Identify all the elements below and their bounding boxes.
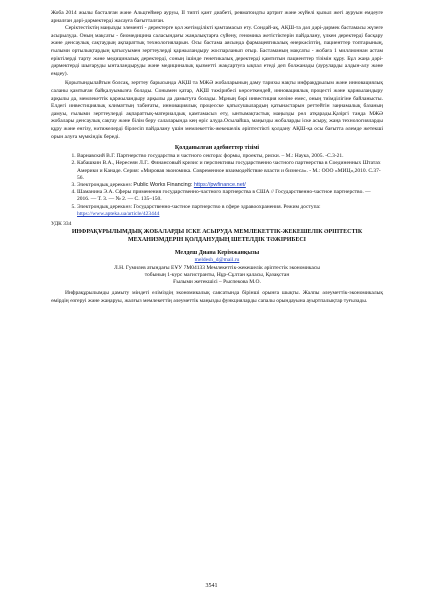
udk-code: УДК 334 bbox=[51, 220, 72, 227]
affiliation-line: тобының 1-курс магистранты, Нұр-Сұлтан қаласы, Қазақстан bbox=[144, 271, 290, 278]
affiliation-line: Л.Н. Гумилев атындағы ЕҰУ 7М04133 Мемлекеттік-жекешелік әріптестік экономикасы bbox=[114, 264, 320, 271]
paragraph-article-intro: Инфрақұрылымды дамыту міндеті еліміздің экономикалық саясатында бірінші орынға шықты. Жалпы әлеуметтік-экономикалық өмірдің өзгеруі және жаңаруы, жалғыз мемлекеттің әлеуметтік маңызды функцияларды сапалы орындауына ауыртпалықтар туғызады. bbox=[51, 290, 383, 304]
reference-link-pwfinance[interactable]: https://pwfinance.net/ bbox=[193, 181, 246, 188]
paragraph-partnership: Серіктестіктің маңызды элементі - деректерге қол жетімділікті қамтамасыз ету. Сондай-ақ, АҚШ-та дәл дәрі-дәрмек бастамасы жүзеге асырылуда. Оның мақсаты - биомедицина салаcындағы жаңалықтарға сүйену, геномика жетістіктерін пайдалану, үлкен деректерді басқару және денсаулық сақтаудың ақпараттық технологияларын. Осы бастама аясында фармацевтикалық өнеркәсіптің, пациенттер топтарының, ғылыми ортылықтардың қатысуымен зерттеулерді қаржыландыру жоспарланып отыр. Бастаманың мақсаты - жобаға 1 миллионнан астам еріктілерді тарту және медициналық деректерді, соның ішінде генетикалық деректерді қамтитын пациенттер тізімін құру. Бұл жаңа дәрі-дәрмектерді шығаруды ынталандыруды және медициналық қызметті жақсартуға ықпал етеді деп болжанады (ауруларды алдын-алу және емдеу). bbox=[51, 25, 383, 77]
references-title: Қолданылған әдебиеттер тізімі bbox=[174, 145, 260, 152]
reference-item: 5. Электрондық дереккөз: Государственно-частное партнерство в сфере здравоохранения. Режим доступа: https://www.apteka.ua/article/423444 bbox=[77, 204, 383, 218]
references-list bbox=[51, 153, 383, 218]
reference-item: 4. Шаманина Э.А. Сферы применения государственно-частного партнерства в США // Государственно-частное партнерство. — 2016. — Т. 3. — № 2. — С. 135–150. bbox=[77, 189, 383, 203]
author-email-link[interactable]: meldesh_d@mail.ru bbox=[194, 257, 240, 264]
paragraph-conclusion: Қорытындылайтын болсақ, зерттеу барысында АҚШ та МЖӘ жобаларының даму тарихы нақты инфрақұрылым және инновациялық саланы қамтыған байқалуымызға болады. Сонымен қатар, АҚШ тәжірибесі көрсеткендей, инновациялық процесті және қаржыландыру арқылы да, мемлекеттік қаржыландыру арқылы да дамытуға болады. Мұның бәрі инвестиция көзіне емес, оның тиімділігіне байланысты. Елдегі инвестициялық климаттың табиғаты, инновациялық процесске қатысушылардың қатынастарын реттейтін заңнамалық базаның дамуы, ғылыми зерттеулерді ақпараттық-материалдық қамтамасыз ету, ынтымақтастық маңызды рөл атқарады.Қазіргі таңда МЖӘ жобалары денсаулық сақтау және білім беру салаларында кең өріс алуда.Осылайша, маңызды жобаларды іске асыру, жаңа технологияларды құру және енгізу, нәтижелерді бірлесіп пайдалану үшін мемлекеттік-жекешелік әріптестікті қолдану АҚШ-қа осы бағытта әлемде жетекші орын алуға мүмкіндік береді. bbox=[51, 80, 383, 140]
paragraph-project-intro: Жоба 2014 жылы басталған және Альцгеймер ауруы, II типті қант диабеті, ревматоидты артрит және жүйелі қызыл жегі ауруын емдеуге арналған дәрі-дәрмектерді жасауға бағытталған. bbox=[51, 10, 383, 24]
article-title: ИНФРАҚҰРЫЛЫМДЫҚ ЖОБАЛАРДЫ ІСКЕ АСЫРУДА МЕМЛЕКЕТТІК-ЖЕКЕШЕЛІК ӘРІПТЕСТІК МЕХАНИЗМДЕРІН ҚОЛДАНУДЫҢ ШЕТЕЛДІК ТӘЖІРИБЕСІ bbox=[71, 228, 363, 243]
reference-item: 2. Кабашкин В.А., Нересеян Л.Г.. Финансовый кризис и перспективы государственно частного партнерства в Соединенных Штатах Америки и Канаде. Серия: «Мировая экономика. Современное взаимодействие власти и бизнеса». - М.: ООО «МИЦ»,2010. С.37-56. bbox=[77, 160, 383, 182]
author-name: Мелдеш Диана Керімжанқызы bbox=[174, 249, 260, 256]
reference-link-apteka[interactable]: https://www.apteka.ua/article/423444 bbox=[77, 210, 160, 217]
reference-item: 1. Варнавский В.Г. Партнерство государства и частного сектора: формы, проекты, риски. – М.: Наука, 2005. -С.3-21. bbox=[77, 153, 383, 160]
page-number: 3541 bbox=[205, 583, 218, 589]
supervisor-line: Ғылыми жетекшісі – Рыспекова М.О. bbox=[173, 279, 261, 286]
reference-item: 3. Электрондық дереккөз: Public Works Financing: https://pwfinance.net/ bbox=[77, 182, 383, 189]
